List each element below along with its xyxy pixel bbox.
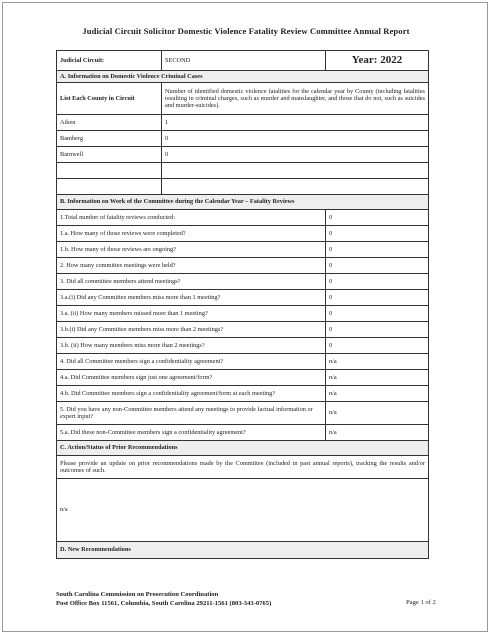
county-row [57, 115, 429, 131]
circuit-value[interactable]: SECOND [162, 51, 326, 71]
question-row [57, 402, 429, 425]
county-name[interactable] [57, 179, 162, 195]
question-row [57, 370, 429, 386]
report-form [56, 50, 429, 559]
county-value[interactable] [162, 163, 429, 179]
county-value[interactable]: 0 [162, 131, 429, 147]
question-row [57, 274, 429, 290]
question-row [57, 258, 429, 274]
question-text: 3. Did all committee members attend meetings? [57, 274, 326, 290]
county-name[interactable]: Barnwell [57, 147, 162, 163]
county-name[interactable]: Bamberg [57, 131, 162, 147]
county-row [57, 147, 429, 163]
answer-field[interactable]: 0 [326, 306, 429, 322]
answer-field[interactable]: 0 [326, 322, 429, 338]
question-text: 3.a. (ii) How many members missed more than 1 meeting? [57, 306, 326, 322]
answer-field[interactable]: 0 [326, 338, 429, 354]
question-row [57, 322, 429, 338]
question-text: 4.b. Did Committee members sign a confidentiality agreement/form at each meeting? [57, 386, 326, 402]
question-text: 2. How many committee meetings were held? [57, 258, 326, 274]
header-row [57, 51, 429, 71]
question-text: 1.Total number of fatality reviews conducted: [57, 210, 326, 226]
question-text: 1.b. How many of those reviews are ongoing? [57, 242, 326, 258]
report-title: Judicial Circuit Solicitor Domestic Violence Fatality Review Committee Annual Report [82, 26, 410, 36]
fatalities-col-header: Number of identified domestic violence fatalities for the calendar year by County (including fatalities resulting in criminal charges, such as murder and manslaughter, and those that do not, such as suicides and murder-suicides). [162, 83, 429, 115]
question-text: 4.a. Did Committee members sign just one agreement/form? [57, 370, 326, 386]
question-text: 3.b. (ii) How many members miss more than 2 meetings? [57, 338, 326, 354]
section-a-header-row [57, 83, 429, 115]
circuit-label: Judicial Circuit: [57, 51, 162, 71]
answer-field[interactable]: 0 [326, 242, 429, 258]
county-row [57, 179, 429, 195]
section-d-heading: D. New Recommendations [57, 542, 429, 559]
section-b-heading: B. Information on Work of the Committee during the Calendar Year – Fatality Reviews [57, 195, 429, 210]
section-c-answer[interactable]: n/a [57, 479, 429, 542]
footer [56, 590, 271, 608]
question-row [57, 306, 429, 322]
question-text: 5.a. Did these non-Committee members sign a confidentiality agreement? [57, 425, 326, 441]
county-value[interactable] [162, 179, 429, 195]
question-row [57, 386, 429, 402]
question-text: 3.a.(i) Did any Committee members miss more than 1 meeting? [57, 290, 326, 306]
question-row [57, 338, 429, 354]
question-row [57, 290, 429, 306]
county-name[interactable]: Aiken [57, 115, 162, 131]
footer-org: South Carolina Commission on Prosecution Coordination [56, 591, 219, 598]
answer-field[interactable]: 0 [326, 290, 429, 306]
answer-field[interactable]: n/a [326, 386, 429, 402]
question-row [57, 425, 429, 441]
county-value[interactable]: 1 [162, 115, 429, 131]
question-text: 3.b.(i) Did any Committee members miss more than 2 meetings? [57, 322, 326, 338]
county-value[interactable]: 0 [162, 147, 429, 163]
answer-field[interactable]: n/a [326, 425, 429, 441]
section-c-heading: C. Action/Status of Prior Recommendations [57, 441, 429, 456]
answer-field[interactable]: n/a [326, 402, 429, 425]
answer-field[interactable]: n/a [326, 370, 429, 386]
page-number: Page 1 of 2 [406, 599, 436, 606]
county-name[interactable] [57, 163, 162, 179]
answer-field[interactable]: 0 [326, 226, 429, 242]
section-c-prompt: Please provide an update on prior recommendations made by the Committee (included in past annual reports), tracking the results and/or outcomes of such. [57, 456, 429, 479]
answer-field[interactable]: n/a [326, 354, 429, 370]
answer-field[interactable]: 0 [326, 210, 429, 226]
answer-field[interactable]: 0 [326, 274, 429, 290]
county-row [57, 163, 429, 179]
footer-address: Post Office Box 11561, Columbia, South Carolina 29211-1561 (803-343-0765) [56, 600, 272, 607]
question-row [57, 226, 429, 242]
county-row [57, 131, 429, 147]
section-a-heading: A. Information on Domestic Violence Criminal Cases [57, 71, 429, 83]
county-col-header: List Each County in Circuit [57, 83, 162, 115]
question-row [57, 210, 429, 226]
year-label[interactable]: Year: 2022 [326, 51, 429, 71]
question-text: 1.a. How many of those reviews were completed? [57, 226, 326, 242]
question-row [57, 354, 429, 370]
answer-field[interactable]: 0 [326, 258, 429, 274]
question-text: 5. Did you have any non-Committee members attend any meetings to provide factual information or expert input? [57, 402, 326, 425]
question-text: 4. Did all Committee members sign a confidentiality agreement? [57, 354, 326, 370]
question-row [57, 242, 429, 258]
